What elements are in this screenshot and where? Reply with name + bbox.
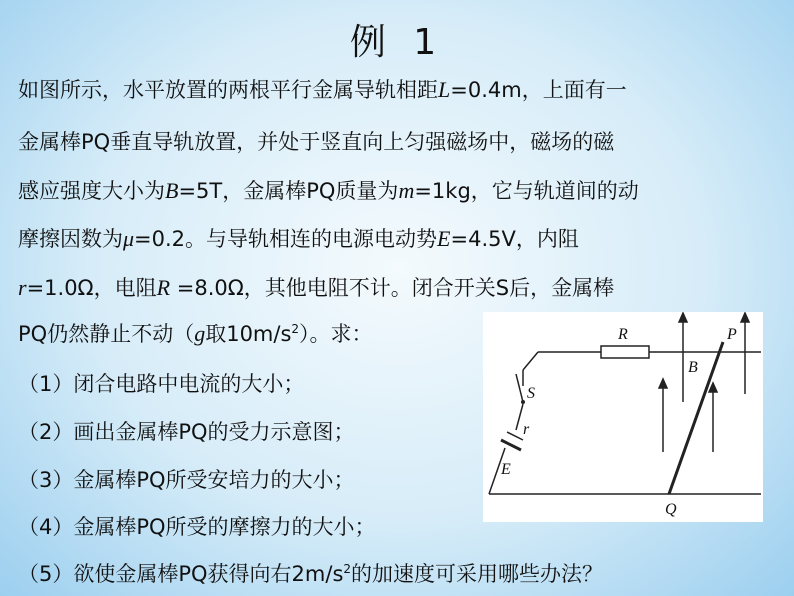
text: =8.0Ω，其他电阻不计。闭合开关S后，金属棒 xyxy=(170,276,615,300)
text: =1kg，它与轨道间的动 xyxy=(414,179,639,203)
resistor-R xyxy=(601,346,649,358)
text: （5）欲使金属棒PQ获得向右2m/s xyxy=(18,562,344,586)
circuit-diagram xyxy=(483,312,763,522)
text: 如图所示，水平放置的两根平行金属导轨相距 xyxy=(18,78,438,102)
circuit-svg xyxy=(483,312,763,522)
problem-line-1 xyxy=(18,74,627,104)
arrow-head xyxy=(709,383,717,392)
slide-title: 例 1 xyxy=(349,22,445,63)
question-2: （2）画出金属棒PQ的受力示意图； xyxy=(18,420,355,444)
text: =5T，金属棒PQ质量为 xyxy=(178,179,399,203)
switch-contact xyxy=(521,400,525,404)
switch-blade xyxy=(516,374,523,402)
battery-plate-long xyxy=(507,432,523,440)
label-E: E xyxy=(501,461,511,478)
label-S: S xyxy=(527,385,535,402)
arrow-head xyxy=(659,379,667,388)
question-5 xyxy=(18,558,603,588)
problem-line-6 xyxy=(18,318,373,348)
var-m: m xyxy=(398,178,415,203)
label-R: R xyxy=(618,326,628,343)
var-g: g xyxy=(194,321,206,346)
problem-line-2: 金属棒PQ垂直导轨放置，并处于竖直向上匀强磁场中，磁场的磁 xyxy=(18,130,615,154)
var-r: r xyxy=(18,275,27,300)
text: 的加速度可采用哪些办法？ xyxy=(351,562,604,586)
problem-line-4 xyxy=(18,223,579,253)
left-wire-top xyxy=(523,352,538,370)
question-1: （1）闭合电路中电流的大小； xyxy=(18,372,305,396)
var-B: B xyxy=(165,178,179,203)
text: 摩擦因数为 xyxy=(18,227,123,251)
battery-plate-short xyxy=(501,440,521,450)
label-Q: Q xyxy=(665,501,677,518)
superscript: 2 xyxy=(291,322,300,336)
problem-line-3 xyxy=(18,175,639,205)
left-wire-mid xyxy=(516,404,523,430)
var-R: R xyxy=(156,275,171,300)
text: ）。求： xyxy=(299,322,373,346)
text: =0.4m，上面有一 xyxy=(450,78,627,102)
text: =0.2。与导轨相连的电源电动势 xyxy=(134,227,438,251)
question-3: （3）金属棒PQ所受安培力的大小； xyxy=(18,468,355,492)
text: =1.0Ω，电阻 xyxy=(26,276,157,300)
text: =4.5V，内阻 xyxy=(450,227,579,251)
label-B: B xyxy=(688,359,698,376)
problem-line-5 xyxy=(18,272,614,302)
var-E: E xyxy=(437,226,451,251)
var-mu: μ xyxy=(123,226,135,251)
label-P: P xyxy=(727,326,737,343)
text: PQ仍然静止不动（ xyxy=(18,322,195,346)
var-L: L xyxy=(438,77,451,102)
text: 感应强度大小为 xyxy=(18,179,165,203)
arrow-head xyxy=(679,313,687,322)
arrow-head xyxy=(741,313,749,322)
superscript: 2 xyxy=(343,562,352,576)
text: 取10m/s xyxy=(205,322,292,346)
question-4: （4）金属棒PQ所受的摩擦力的大小； xyxy=(18,515,376,539)
label-r: r xyxy=(523,421,530,438)
